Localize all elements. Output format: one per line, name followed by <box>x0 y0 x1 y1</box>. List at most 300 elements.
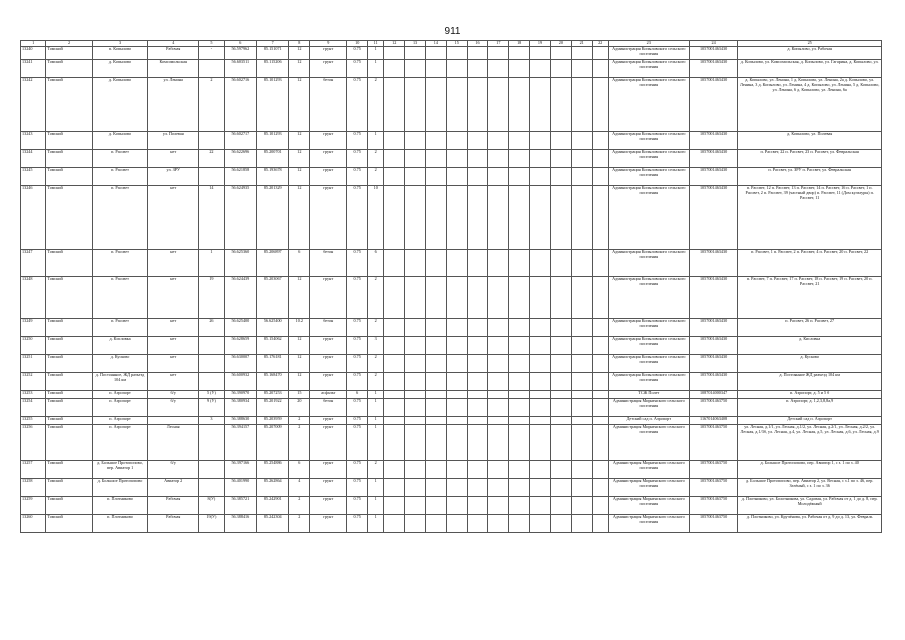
column-number: 13 <box>405 41 426 47</box>
empty-cell <box>488 497 509 515</box>
latitude-cell: 56.397166 <box>224 461 256 479</box>
column-number: 10 <box>347 41 368 47</box>
empty-cell <box>467 60 488 78</box>
house-cell <box>199 132 224 150</box>
empty-cell <box>509 425 530 461</box>
width-cell: 12 <box>289 78 310 132</box>
count-cell: 1 <box>368 515 384 533</box>
count-cell: 1 <box>368 497 384 515</box>
locality-cell: д. Копылово <box>92 60 148 78</box>
district-cell: Томский <box>46 417 92 425</box>
address-cell: д. Копылово, ул. Полевая <box>738 132 882 150</box>
inn-cell: 1057001463750 <box>689 399 738 417</box>
count-cell: 2 <box>368 78 384 132</box>
empty-cell <box>488 78 509 132</box>
house-cell <box>199 425 224 461</box>
empty-cell <box>405 461 426 479</box>
empty-cell <box>405 479 426 497</box>
count-cell: 1 <box>368 417 384 425</box>
address-cell: д. Плотниково, ул. Кручёнова, ул. Рабочая от д. 9 до д. 13, ул. Февраль <box>738 515 882 533</box>
empty-cell <box>446 78 467 132</box>
surface-cell: грунт <box>310 479 347 497</box>
column-number: 18 <box>509 41 530 47</box>
empty-cell <box>530 399 551 417</box>
empty-cell <box>405 47 426 60</box>
locality-cell: п. Аэропорт <box>92 425 148 461</box>
empty-cell <box>571 132 592 150</box>
empty-cell <box>446 132 467 150</box>
latitude-cell: 56.602717 <box>224 132 256 150</box>
empty-cell <box>571 277 592 319</box>
street-cell: нет <box>148 277 199 319</box>
empty-cell <box>384 461 405 479</box>
district-cell: Томский <box>46 150 92 168</box>
empty-cell <box>384 277 405 319</box>
empty-cell <box>446 515 467 533</box>
width-cell: 12 <box>289 150 310 168</box>
locality-cell: п. Аэропорт <box>92 399 148 417</box>
surface-cell: грунт <box>310 425 347 461</box>
count-cell: 3 <box>368 337 384 355</box>
street-cell: Лесная <box>148 425 199 461</box>
empty-cell <box>384 60 405 78</box>
empty-cell <box>550 399 571 417</box>
empty-cell <box>530 150 551 168</box>
width-cell: 12 <box>289 355 310 373</box>
table-row <box>21 250 882 277</box>
empty-cell <box>405 337 426 355</box>
house-cell: 9 (У) <box>199 399 224 417</box>
depth-cell: 0.75 <box>347 47 368 60</box>
empty-cell <box>571 319 592 337</box>
locality-cell: п. Рассвет <box>92 168 148 186</box>
empty-cell <box>405 355 426 373</box>
empty-cell <box>550 417 571 425</box>
empty-cell <box>530 425 551 461</box>
empty-cell <box>530 78 551 132</box>
width-cell: 12 <box>289 132 310 150</box>
empty-cell <box>384 417 405 425</box>
empty-cell <box>550 391 571 399</box>
longitude-cell: 85.207009 <box>257 425 289 461</box>
operator-cell: Администрация Копыловского сельского поселения <box>608 337 689 355</box>
column-number: 11 <box>368 41 384 47</box>
empty-cell <box>550 132 571 150</box>
empty-cell <box>384 391 405 399</box>
longitude-cell: 85.262864 <box>257 479 289 497</box>
longitude-cell: 85.242304 <box>257 515 289 533</box>
surface-cell: грунт <box>310 337 347 355</box>
depth-cell: 0.75 <box>347 337 368 355</box>
empty-cell <box>550 425 571 461</box>
empty-cell <box>592 391 608 399</box>
width-cell: 10.2 <box>289 319 310 337</box>
empty-cell <box>592 277 608 319</box>
empty-cell <box>467 479 488 497</box>
empty-cell <box>425 47 446 60</box>
inn-cell: 1057001463430 <box>689 60 738 78</box>
empty-cell <box>571 515 592 533</box>
row-id: 13257 <box>21 461 46 479</box>
empty-cell <box>571 250 592 277</box>
empty-cell <box>488 461 509 479</box>
column-number: 23 <box>608 41 689 47</box>
house-cell: 5 (У) <box>199 391 224 399</box>
inn-cell: 1057001463750 <box>689 515 738 533</box>
depth-cell: 0.75 <box>347 250 368 277</box>
empty-cell <box>405 150 426 168</box>
empty-cell <box>488 391 509 399</box>
empty-cell <box>509 47 530 60</box>
empty-cell <box>530 250 551 277</box>
count-cell: 1 <box>368 479 384 497</box>
address-cell: д. Копылово, ул. Ленина, 1 д. Копылово, ул. Ленина, 2а д. Копылово, ул. Ленина, 3 д. Копылово, ул. Ленина, 4 д. Копылово, ул. Ленина, 5 д. Копылово, ул. Ленина, 6 д. Копылово, ул. Ленина, 6а <box>738 78 882 132</box>
count-cell: 2 <box>368 168 384 186</box>
empty-cell <box>530 355 551 373</box>
empty-cell <box>530 515 551 533</box>
width-cell: 12 <box>289 373 310 391</box>
empty-cell <box>530 168 551 186</box>
table-row <box>21 168 882 186</box>
address-cell: ул. Лесная, д.1/1, ул. Лесная, д.1/2, ул. Лесная, д.2/1, ул. Лесная, д.2/2, ул. Лесная, д.1/3б, ул. Лесная, д.4, ул. Лесная, д.5, ул. Лесная, д.6, ул. Лесная, д.9 <box>738 425 882 461</box>
empty-cell <box>592 497 608 515</box>
empty-cell <box>425 373 446 391</box>
inn-cell: 1057001463430 <box>689 250 738 277</box>
surface-cell: грунт <box>310 277 347 319</box>
operator-cell: Администрация Копыловского сельского поселения <box>608 277 689 319</box>
width-cell: 20 <box>289 399 310 417</box>
depth-cell: 0.75 <box>347 461 368 479</box>
empty-cell <box>446 425 467 461</box>
count-cell: 2 <box>368 355 384 373</box>
locality-cell: п. Рассвет <box>92 319 148 337</box>
register-table <box>20 40 882 533</box>
empty-cell <box>530 391 551 399</box>
width-cell: 6 <box>289 461 310 479</box>
width-cell: 12 <box>289 47 310 60</box>
surface-cell: грунт <box>310 461 347 479</box>
operator-cell: Администрация Копыловского сельского поселения <box>608 150 689 168</box>
district-cell: Томский <box>46 479 92 497</box>
empty-cell <box>488 132 509 150</box>
operator-cell: Администрация Копыловского сельского поселения <box>608 319 689 337</box>
empty-cell <box>467 425 488 461</box>
longitude-cell: 85.101293 <box>257 132 289 150</box>
depth-cell: 0.75 <box>347 78 368 132</box>
locality-cell: п. Плотниково <box>92 497 148 515</box>
empty-cell <box>384 479 405 497</box>
empty-cell <box>405 277 426 319</box>
empty-cell <box>425 132 446 150</box>
column-number: 15 <box>446 41 467 47</box>
empty-cell <box>592 132 608 150</box>
empty-cell <box>530 47 551 60</box>
empty-cell <box>446 373 467 391</box>
longitude-cell: 85.168470 <box>257 373 289 391</box>
empty-cell <box>571 399 592 417</box>
empty-cell <box>467 355 488 373</box>
empty-cell <box>509 168 530 186</box>
street-cell: б/у <box>148 391 199 399</box>
district-cell: Томский <box>46 425 92 461</box>
count-cell: 1 <box>368 47 384 60</box>
longitude-cell: 85.207253 <box>257 391 289 399</box>
empty-cell <box>488 47 509 60</box>
empty-cell <box>571 150 592 168</box>
empty-cell <box>446 497 467 515</box>
inn-cell: 1087014000347 <box>689 391 738 399</box>
latitude-cell: 56.621858 <box>224 168 256 186</box>
empty-cell <box>509 355 530 373</box>
empty-cell <box>425 497 446 515</box>
surface-cell: бетон <box>310 319 347 337</box>
street-cell: нет <box>148 250 199 277</box>
street-cell: нет <box>148 186 199 250</box>
table-row <box>21 47 882 60</box>
count-cell: 1 <box>368 425 384 461</box>
latitude-cell: 56.628659 <box>224 337 256 355</box>
empty-cell <box>405 417 426 425</box>
empty-cell <box>425 186 446 250</box>
latitude-cell: 56.394157 <box>224 425 256 461</box>
empty-cell <box>467 78 488 132</box>
locality-cell: п. Рассвет <box>92 186 148 250</box>
longitude-cell: 85.154062 <box>257 337 289 355</box>
empty-cell <box>509 337 530 355</box>
empty-cell <box>550 78 571 132</box>
empty-cell <box>467 461 488 479</box>
row-id: 13258 <box>21 479 46 497</box>
district-cell: Томский <box>46 250 92 277</box>
empty-cell <box>571 60 592 78</box>
longitude-cell: 85.151071 <box>257 47 289 60</box>
empty-cell <box>446 479 467 497</box>
empty-cell <box>488 337 509 355</box>
empty-cell <box>467 132 488 150</box>
depth-cell: 0.75 <box>347 417 368 425</box>
row-id: 13247 <box>21 250 46 277</box>
empty-cell <box>488 515 509 533</box>
empty-cell <box>467 277 488 319</box>
column-number: 3 <box>92 41 148 47</box>
empty-cell <box>571 425 592 461</box>
empty-cell <box>509 132 530 150</box>
depth-cell: 0.75 <box>347 168 368 186</box>
empty-cell <box>592 373 608 391</box>
house-cell: 22 <box>199 150 224 168</box>
empty-cell <box>405 78 426 132</box>
empty-cell <box>488 168 509 186</box>
district-cell: Томский <box>46 461 92 479</box>
empty-cell <box>425 78 446 132</box>
inn-cell: 1057001463430 <box>689 277 738 319</box>
empty-cell <box>405 60 426 78</box>
width-cell: 12 <box>289 60 310 78</box>
empty-cell <box>446 47 467 60</box>
empty-cell <box>550 150 571 168</box>
depth-cell: 0.75 <box>347 277 368 319</box>
empty-cell <box>592 399 608 417</box>
longitude-cell: 85.176181 <box>257 355 289 373</box>
address-cell: д. Копылово, ул. Комсомольская, д. Копылово, ул. Гагарина, д. Копылово, ул. <box>738 60 882 78</box>
empty-cell <box>384 425 405 461</box>
locality-cell: д. Большое Протопопово, пер. Авиатор 1 <box>92 461 148 479</box>
empty-cell <box>467 150 488 168</box>
latitude-cell: 56.625360 <box>224 250 256 277</box>
width-cell: 12 <box>289 168 310 186</box>
empty-cell <box>530 337 551 355</box>
empty-cell <box>509 78 530 132</box>
surface-cell: бетон <box>310 250 347 277</box>
inn-cell: 1057001463430 <box>689 168 738 186</box>
table-row <box>21 319 882 337</box>
address-cell: д. Плотниково, ул. Болотникова, ул. Садовая, ул. Рабочая от д. 1 до д. 8, пер. Молодёжный <box>738 497 882 515</box>
locality-cell: п. Рассвет <box>92 250 148 277</box>
house-cell: 19(У) <box>199 515 224 533</box>
empty-cell <box>488 150 509 168</box>
address-cell: д. Постоянное ЖД разъезд 104 км <box>738 373 882 391</box>
address-cell: д. Кисловка <box>738 337 882 355</box>
house-cell: 8(У) <box>199 497 224 515</box>
width-cell: 15 <box>289 391 310 399</box>
empty-cell <box>571 497 592 515</box>
table-row <box>21 337 882 355</box>
latitude-cell: 56.388630 <box>224 417 256 425</box>
empty-cell <box>446 319 467 337</box>
empty-cell <box>592 47 608 60</box>
operator-cell: ТСЖ Полет <box>608 391 689 399</box>
table-row <box>21 277 882 319</box>
latitude-cell: 56.602716 <box>224 78 256 132</box>
empty-cell <box>384 186 405 250</box>
empty-cell <box>405 373 426 391</box>
district-cell: Томский <box>46 515 92 533</box>
depth-cell: 6 <box>347 391 368 399</box>
house-cell: 2 <box>199 78 224 132</box>
empty-cell <box>446 186 467 250</box>
row-id: 13246 <box>21 186 46 250</box>
longitude-cell: 85.193678 <box>257 168 289 186</box>
empty-cell <box>550 60 571 78</box>
empty-cell <box>446 250 467 277</box>
district-cell: Томский <box>46 337 92 355</box>
empty-cell <box>509 497 530 515</box>
table-row <box>21 479 882 497</box>
empty-cell <box>509 250 530 277</box>
inn-cell: 1057001463750 <box>689 425 738 461</box>
empty-cell <box>446 399 467 417</box>
empty-cell <box>384 373 405 391</box>
empty-cell <box>425 319 446 337</box>
count-cell: 10 <box>368 186 384 250</box>
operator-cell: Администрация Мирненского сельского поселения <box>608 399 689 417</box>
locality-cell: д. Копылово <box>92 78 148 132</box>
row-id: 13255 <box>21 417 46 425</box>
empty-cell <box>488 250 509 277</box>
depth-cell: 0.75 <box>347 355 368 373</box>
empty-cell <box>509 515 530 533</box>
row-id: 13253 <box>21 391 46 399</box>
count-cell: 1 <box>368 399 384 417</box>
column-number: 6 <box>224 41 256 47</box>
district-cell: Томский <box>46 319 92 337</box>
latitude-cell: 56.630007 <box>224 355 256 373</box>
empty-cell <box>592 250 608 277</box>
empty-cell <box>550 250 571 277</box>
operator-cell: Администрация Копыловского сельского поселения <box>608 78 689 132</box>
surface-cell: грунт <box>310 417 347 425</box>
depth-cell: 0.75 <box>347 319 368 337</box>
empty-cell <box>509 60 530 78</box>
empty-cell <box>530 497 551 515</box>
count-cell: 2 <box>368 373 384 391</box>
row-id: 13243 <box>21 132 46 150</box>
empty-cell <box>592 150 608 168</box>
depth-cell: 0.75 <box>347 150 368 168</box>
address-cell: п. Рассвет, 26 п. Рассвет, 27 <box>738 319 882 337</box>
empty-cell <box>509 373 530 391</box>
address-cell: п. Рассвет, 1 п. Рассвет, 2 п. Рассвет, 4 п. Рассвет, 20 п. Рассвет, 22 <box>738 250 882 277</box>
width-cell: 2 <box>289 417 310 425</box>
row-id: 13256 <box>21 425 46 461</box>
empty-cell <box>509 277 530 319</box>
house-cell: - <box>199 47 224 60</box>
locality-cell: п. Рассвет <box>92 277 148 319</box>
table-row <box>21 461 882 479</box>
empty-cell <box>571 461 592 479</box>
empty-cell <box>405 168 426 186</box>
empty-cell <box>509 479 530 497</box>
surface-cell: грунт <box>310 168 347 186</box>
empty-cell <box>405 425 426 461</box>
house-cell <box>199 461 224 479</box>
depth-cell: 0.75 <box>347 186 368 250</box>
street-cell: нет <box>148 337 199 355</box>
district-cell: Томский <box>46 497 92 515</box>
row-id: 13260 <box>21 515 46 533</box>
empty-cell <box>488 399 509 417</box>
inn-cell: 1057001463430 <box>689 319 738 337</box>
empty-cell <box>488 277 509 319</box>
empty-cell <box>571 47 592 60</box>
empty-cell <box>384 168 405 186</box>
column-number: 21 <box>571 41 592 47</box>
table-row <box>21 78 882 132</box>
empty-cell <box>446 355 467 373</box>
street-cell: нет <box>148 373 199 391</box>
empty-cell <box>592 425 608 461</box>
surface-cell: грунт <box>310 132 347 150</box>
empty-cell <box>592 319 608 337</box>
house-cell <box>199 168 224 186</box>
latitude-cell: 56.597962 <box>224 47 256 60</box>
empty-cell <box>550 337 571 355</box>
empty-cell <box>384 47 405 60</box>
inn-cell: 1057001463430 <box>689 355 738 373</box>
surface-cell: грунт <box>310 150 347 168</box>
empty-cell <box>509 391 530 399</box>
longitude-cell: 85.254886 <box>257 461 289 479</box>
depth-cell: 0.75 <box>347 60 368 78</box>
inn-cell: 1057001463430 <box>689 132 738 150</box>
street-cell: Рабочая <box>148 47 199 60</box>
table-row <box>21 132 882 150</box>
column-number: 20 <box>550 41 571 47</box>
latitude-cell: 56.600932 <box>224 373 256 391</box>
column-number: 19 <box>530 41 551 47</box>
width-cell: 12 <box>289 186 310 250</box>
empty-cell <box>550 277 571 319</box>
